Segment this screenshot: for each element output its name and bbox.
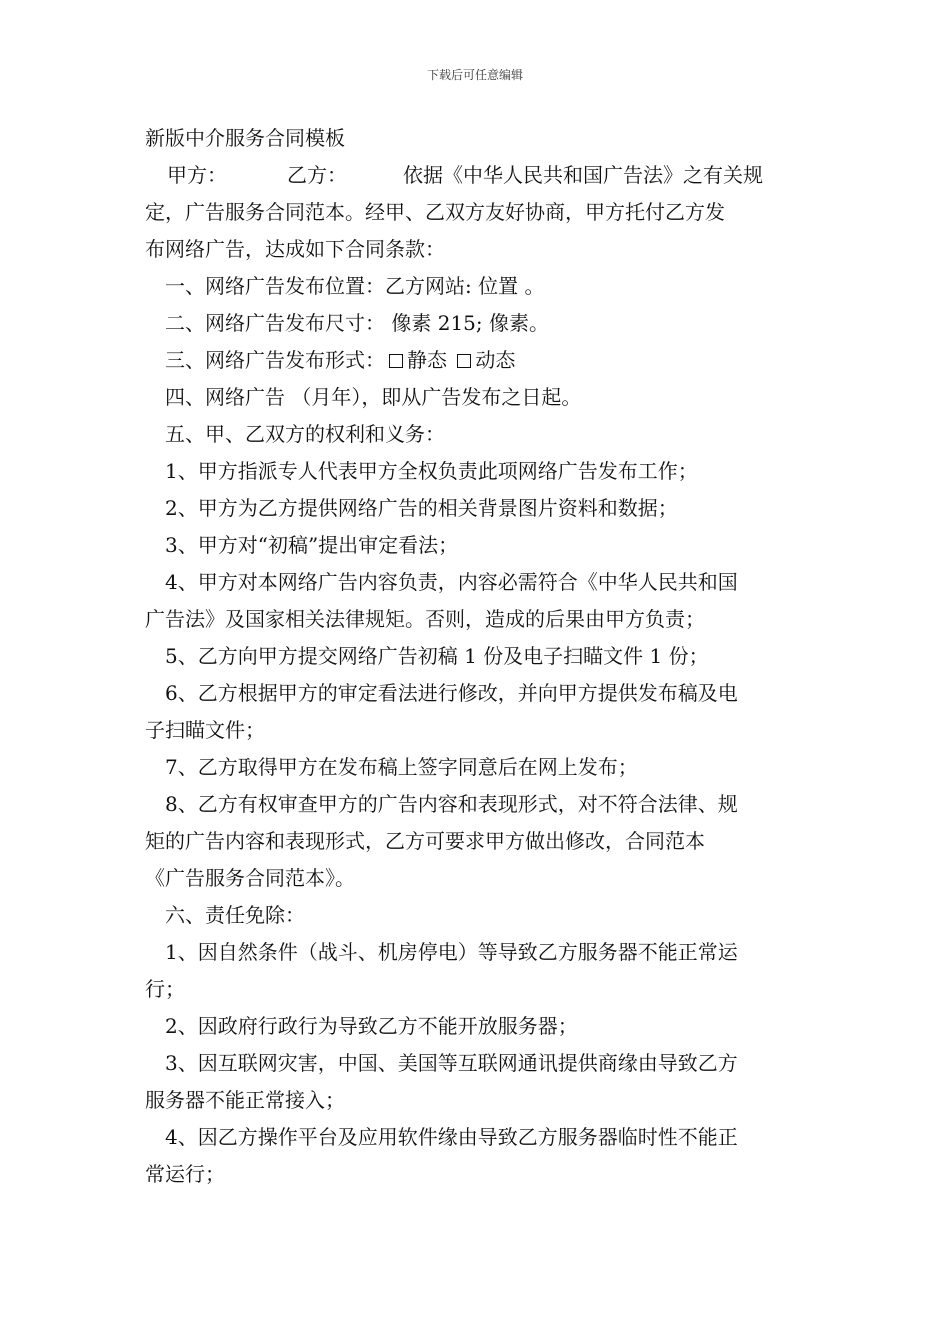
duty-5: 5、乙方向甲方提交网络广告初稿 1 份及电子扫瞄文件 1 份；: [165, 644, 709, 668]
duty-8-line-1: 8、乙方有权审查甲方的广告内容和表现形式，对不符合法律、规: [165, 792, 738, 816]
clause-4: 四、网络广告 （月年），即从广告发布之日起。: [165, 385, 582, 409]
duty-7: 7、乙方取得甲方在发布稿上签字同意后在网上发布；: [165, 755, 638, 779]
party-b-label: 乙方：: [287, 163, 347, 187]
exemption-4-line-2: 常运行；: [145, 1162, 225, 1186]
exemption-3-line-1: 3、因互联网灾害，中国、美国等互联网通讯提供商缘由导致乙方: [165, 1051, 738, 1075]
intro-line-1-rest: 依据《中华人民共和国广告法》之有关规: [403, 163, 763, 187]
duty-8-line-3: 《广告服务合同范本》。: [145, 866, 355, 890]
clause-5: 五、甲、乙双方的权利和义务：: [165, 422, 445, 446]
duty-8-line-2: 矩的广告内容和表现形式，乙方可要求甲方做出修改，合同范本: [145, 829, 705, 853]
dynamic-checkbox[interactable]: [457, 354, 471, 368]
party-a-label: 甲方：: [167, 163, 227, 187]
exemption-4-line-1: 4、因乙方操作平台及应用软件缘由导致乙方服务器临时性不能正: [165, 1125, 738, 1149]
duty-4-line-2: 广告法》及国家相关法律规矩。否则，造成的后果由甲方负责；: [145, 607, 705, 631]
clause-1: 一、网络广告发布位置：乙方网站: 位置 。: [165, 274, 545, 298]
intro-line-2: 定，广告服务合同范本。经甲、乙双方友好协商，甲方托付乙方发: [145, 200, 725, 224]
document-body: [145, 120, 807, 1193]
dynamic-option-label: 动态: [475, 348, 516, 372]
duty-2: 2、甲方为乙方提供网络广告的相关背景图片资料和数据；: [165, 496, 678, 520]
clause-3: [145, 342, 807, 379]
exemption-1-line-1: 1、因自然条件（战斗、机房停电）等导致乙方服务器不能正常运: [165, 940, 738, 964]
duty-4-line-1: 4、甲方对本网络广告内容负责，内容必需符合《中华人民共和国: [165, 570, 738, 594]
exemption-2: 2、因政府行政行为导致乙方不能开放服务器；: [165, 1014, 578, 1038]
duty-3: 3、甲方对“初稿”提出审定看法；: [165, 533, 459, 557]
exemption-3-line-2: 服务器不能正常接入；: [145, 1088, 345, 1112]
exemption-1-line-2: 行；: [145, 977, 185, 1001]
clause-2: 二、网络广告发布尺寸： 像素 215; 像素。: [165, 311, 549, 335]
duty-6-line-2: 子扫瞄文件；: [145, 718, 265, 742]
exemption-heading: 六、责任免除：: [165, 903, 305, 927]
document-title: 新版中介服务合同模板: [145, 126, 345, 150]
clause-3-prefix: 三、网络广告发布形式：: [165, 348, 385, 372]
intro-line-3: 布网络广告，达成如下合同条款：: [145, 237, 445, 261]
header-note: 下载后可任意编辑: [426, 68, 523, 82]
static-checkbox[interactable]: [389, 354, 403, 368]
duty-6-line-1: 6、乙方根据甲方的审定看法进行修改，并向甲方提供发布稿及电: [165, 681, 738, 705]
duty-1: 1、甲方指派专人代表甲方全权负责此项网络广告发布工作；: [165, 459, 698, 483]
intro-line-1: [145, 157, 807, 194]
static-option-label: 静态: [407, 348, 447, 372]
